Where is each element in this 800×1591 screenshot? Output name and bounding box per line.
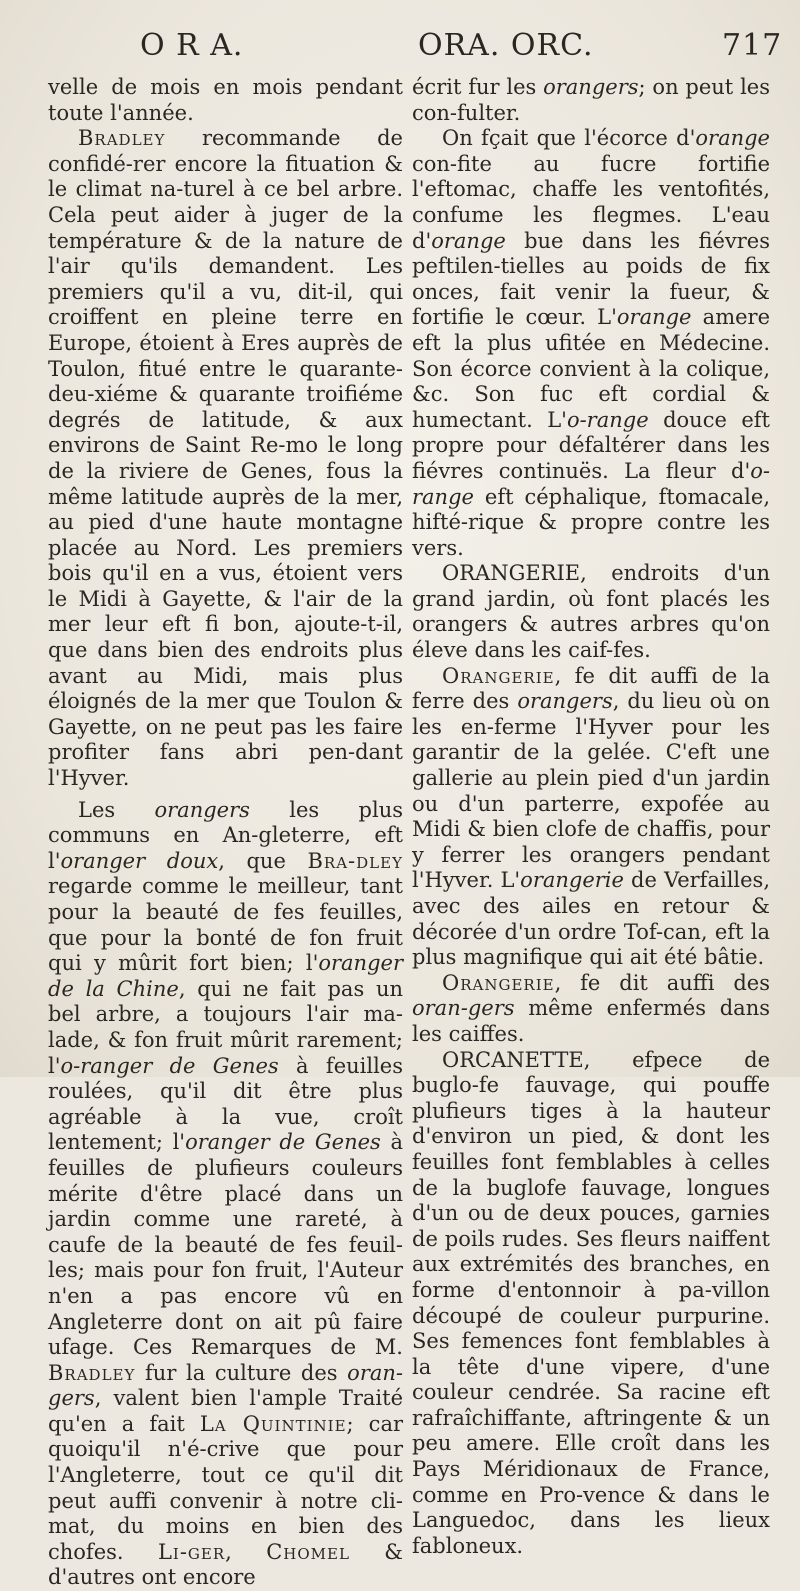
- italic-term: orange: [695, 126, 770, 151]
- author-name: Bradley: [48, 1360, 136, 1385]
- italic-term: o-range: [412, 458, 770, 509]
- right-paragraph-2: [412, 126, 770, 561]
- author-name: Chomel: [266, 1539, 350, 1564]
- left-paragraph-3: [48, 798, 403, 1591]
- left-column: [48, 75, 403, 1591]
- italic-term: oranger doux: [60, 848, 219, 873]
- italic-term: oranger de Genes: [185, 1130, 381, 1155]
- text-run: les plus communs en An-gleterre, eft l': [48, 797, 403, 873]
- text-run: ; on peut les con-fulter.: [412, 75, 770, 125]
- italic-term: orangers: [154, 797, 250, 822]
- running-head-center: ORA. ORC.: [418, 28, 594, 63]
- italic-term: orangerie: [520, 868, 624, 893]
- entry-orangerie-2: [412, 664, 770, 971]
- running-head-left: O R A.: [140, 28, 244, 63]
- text-run: , qui ne fait pas un bel arbre, a toujours l'air ma-lade, & fon fruit mûrit rarement; l': [48, 976, 403, 1078]
- italic-term: orangers: [517, 689, 613, 714]
- italic-term: o-range: [566, 407, 649, 432]
- text-run: regarde comme le meilleur, tant pour la beauté de fes feuilles, que pour la bonté de fon fruit qui y mûrit fort bien; l': [48, 874, 403, 976]
- text-run: , valent bien l'ample Traité qu'en a fait: [48, 1386, 403, 1436]
- text-run: & d'autres ont encore: [48, 1539, 403, 1590]
- text-run: ,: [225, 1539, 267, 1564]
- italic-term: orangers: [543, 75, 639, 99]
- text-run: On fçait que l'écorce d': [442, 126, 696, 151]
- italic-term: orange: [431, 228, 506, 253]
- text-run: fur la culture des: [135, 1360, 348, 1385]
- text-run: douce eft propre pour défaltérer dans les fiévres continuës. La fleur d': [412, 407, 770, 483]
- text-run: , efpece de buglo-fe fauvage, qui pouffe plufieurs tiges à la hauteur d'environ un pied, & dont les feuilles font femblables à celles de la buglofe fauvage, longues d'un ou de deux pouces, garnies de poils rudes. Ses fleurs naiffent aux extrémités des branches, en forme d'entonnoir à pa-villon découpé de couleur purpurine. Ses femences font femblables à la tête d'une vipere, d'une couleur cendrée. Sa racine eft rafraîchiffante, aftringente & un peu amere. Elle croît dans les Pays Méridionaux de France, comme en Pro-vence & dans le Languedoc, dans les lieux fabloneux.: [412, 1047, 770, 1558]
- author-name: Bradley: [78, 126, 166, 151]
- text-run: à feuilles de plufieurs couleurs mérite d'être placé dans un jardin comme une rareté, à caufe de la beauté de fes feuil-les; mais pour fon fruit, l'Auteur n'en a pas encore vû en Angleterre dont on ait pû faire ufage. Ces Remarques de M.: [48, 1130, 403, 1360]
- text-run: , que: [218, 848, 308, 873]
- italic-term: o-ranger de Genes: [60, 1053, 279, 1078]
- text-run: amere eft la plus ufitée en Médecine. Son écorce convient à la colique, &c. Son fuc eft cordial & humectant. L': [412, 305, 770, 432]
- text-run: bue dans les fiévres peftilen-tielles au poids de fix onces, fait venir la fueur, & fortifie le cœur. L': [412, 228, 770, 330]
- text-run: eft céphalique, ftomacale, hifté-rique & propre contre les vers.: [412, 484, 770, 560]
- right-paragraph-1: [412, 75, 770, 126]
- text-run: à feuilles roulées, qu'il dit être plus agréable à la vue, croît lentement; l': [48, 1053, 403, 1155]
- text-run: ; car quoiqu'il n'é-crive que pour l'Angleterre, tout ce qu'il dit peut auffi convenir à notre cli-mat, du moins en bien des chofes.: [48, 1411, 404, 1564]
- entry-orangerie: [412, 561, 770, 663]
- italic-term: oranger de la Chine: [48, 951, 403, 1001]
- text-run: , fe dit auffi des: [554, 970, 770, 995]
- text-run: de Verfailles, avec des ailes en retour & décorée d'un ordre Tof-can, eft la plus magnifique qui ait été bâtie.: [412, 868, 771, 970]
- entry-headword: ORCANETTE: [442, 1047, 584, 1072]
- text-run: écrit fur les: [412, 75, 544, 99]
- author-name: La Quintinie: [199, 1411, 347, 1436]
- author-name: Li-ger: [157, 1539, 226, 1564]
- text-run: même enfermés dans les caiffes.: [412, 996, 770, 1046]
- page-number: 717: [722, 28, 783, 63]
- text-run: , endroits d'un grand jardin, où font placés les orangers & autres arbres qu'on éleve dans les caif-fes.: [412, 561, 770, 663]
- italic-term: orange: [616, 305, 692, 330]
- entry-orangerie-3: [412, 971, 770, 1048]
- italic-term: oran-gers: [412, 996, 515, 1021]
- text-run: , fe dit auffi de la ferre des: [412, 663, 770, 714]
- left-paragraph-2: [48, 126, 403, 791]
- left-paragraph-1: velle de mois en mois pendant toute l'année.: [48, 75, 403, 125]
- right-column: [412, 75, 770, 1559]
- running-head: [0, 28, 800, 68]
- entry-headword: Orangerie: [442, 970, 555, 995]
- entry-headword: ORANGERIE: [442, 561, 581, 586]
- entry-orcanette: [412, 1048, 770, 1560]
- text-run: con-fite au fucre fortifie l'eftomac, chaffe les ventofités, confume les flegmes. L'eau d': [412, 151, 770, 253]
- text-run: , du lieu où on les en-ferme l'Hyver pour les garantir de la gelée. C'eft une gallerie au plein pied d'un jardin ou d'un parterre, expofée au Midi & bien clofe de chaffis, pour y ferrer les orangers pendant l'Hyver. L': [412, 689, 770, 893]
- entry-headword: Orangerie: [442, 663, 555, 688]
- paragraph-text: recommande de confidé-rer encore la fituation & le climat na-turel à ce bel arbre. Cela peut aider à juger de la température & de la nature de l'air qu'ils demandent. Les premiers qu'il a vu, dit-il, qui croiffent en pleine terre en Europe, étoient à Eres auprès de Toulon, fitué entre le quarante-deu-xiéme & quarante troifiéme degrés de latitude, & aux environs de Saint Re-mo le long de la riviere de Genes, fous la même latitude auprès de la mer, au pied d'une haute montagne placée au Nord. Les premiers bois qu'il en a vus, étoient vers le Midi à Gayette, & l'air de la mer leur eft fi bon, ajoute-t-il, que dans bien des endroits plus avant au Midi, mais plus éloignés de la mer que Toulon & Gayette, on ne peut pas les faire profiter fans abri pen-dant l'Hyver.: [48, 126, 403, 791]
- italic-term: oran-gers: [48, 1360, 403, 1411]
- author-name: Bra-dley: [307, 848, 403, 873]
- text-run: Les: [78, 797, 155, 822]
